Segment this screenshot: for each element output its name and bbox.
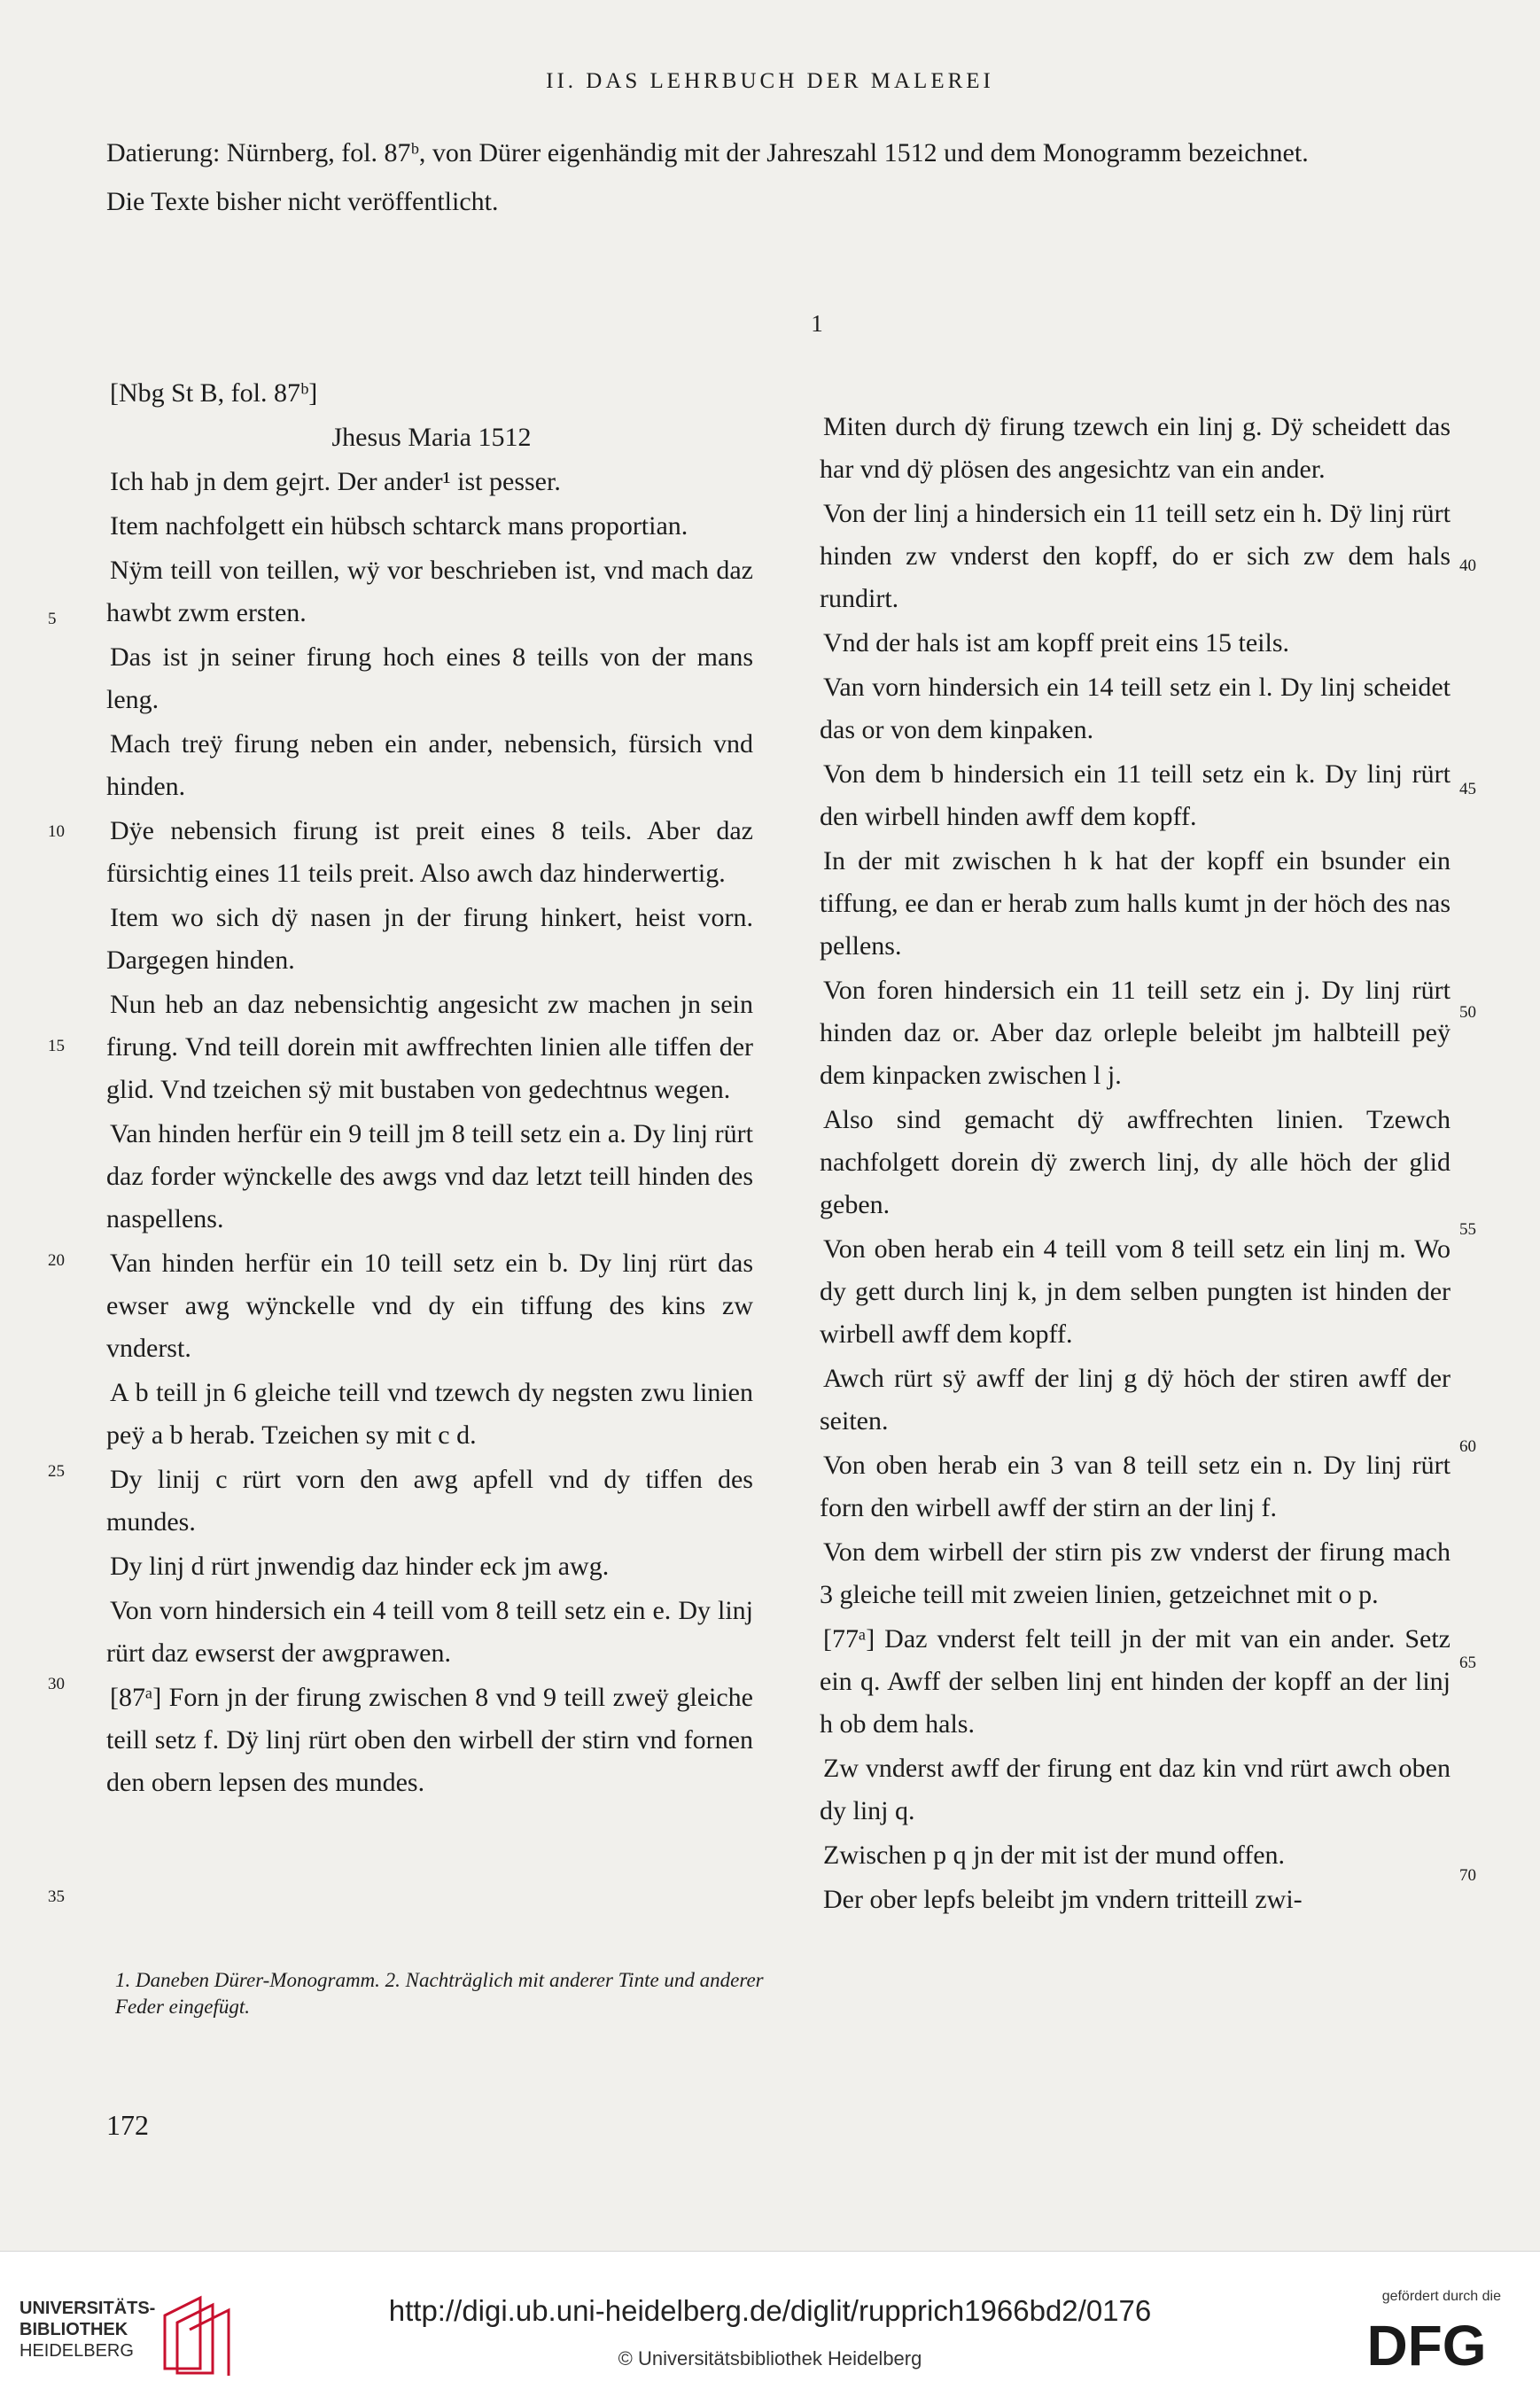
paragraph: Von dem b hindersich ein 11 teill setz ein k. Dy linj rürt den wirbell hinden awff dem kopff. <box>820 759 1451 831</box>
paragraph: In der mit zwischen h k hat der kopff ein bsunder ein tiffung, ee dan er herab zum halls kumt jn der höch des nas pellens. <box>820 846 1451 961</box>
paragraph: Zw vnderst awff der firung ent daz kin vnd rürt awch oben dy linj q. <box>820 1754 1451 1825</box>
permalink-url[interactable]: http://digi.ub.uni-heidelberg.de/diglit/rupprich1966bd2/0176 <box>388 2294 1152 2327</box>
paragraph: Nun heb an daz nebensichtig angesicht zw machen jn sein firung. Vnd teill dorein mit awffrechten linien alle tiffen der glid. Vnd tzeichen sÿ mit bustaben von gedechtnus wegen. <box>106 990 753 1104</box>
line-number: 15 <box>48 1037 65 1055</box>
paragraph: Das ist jn seiner firung hoch eines 8 teills von der mans leng. <box>106 642 753 714</box>
paragraph: Von dem wirbell der stirn pis zw vnderst der firung mach 3 gleiche teill mit zweien linien, getzeichnet mit o p. <box>820 1537 1451 1609</box>
right-column <box>820 406 1451 1921</box>
paragraph: Van hinden herfür ein 9 teill jm 8 teill setz ein a. Dy linj rürt daz forder wÿnckelle des awgs vnd daz letzt teill hinden des naspellens. <box>106 1119 753 1233</box>
line-number: 55 <box>1459 1220 1476 1239</box>
line-number: 70 <box>1459 1866 1476 1885</box>
paragraph: Item wo sich dÿ nasen jn der firung hinkert, heist vorn. Dargegen hinden. <box>106 903 753 975</box>
library-line: HEIDELBERG <box>19 2341 134 2361</box>
paragraph: Also sind gemacht dÿ awffrechten linien. Tzewch nachfolgett dorein dÿ zwerch linj, dy alle höch der glid geben. <box>820 1105 1451 1219</box>
source-reference: [Nbg St B, fol. 87ᵇ] <box>110 378 318 408</box>
paragraph: Von der linj a hindersich ein 11 teill setz ein h. Dÿ linj rürt hinden zw vnderst den kopff, do er sich zw dem hals rundirt. <box>820 499 1451 613</box>
heading-jhesus-maria: Jhesus Maria 1512 <box>331 423 532 452</box>
library-line: UNIVERSITÄTS- <box>19 2299 156 2318</box>
paragraph: Mach treÿ firung neben ein ander, nebensich, fürsich vnd hinden. <box>106 729 753 801</box>
line-number: 45 <box>1459 780 1476 798</box>
paragraph: Item nachfolgett ein hübsch schtarck mans proportian. <box>110 511 688 541</box>
intro-block <box>106 133 1449 222</box>
paragraph: Von oben herab ein 4 teill vom 8 teill setz ein linj m. Wo dy gett durch linj k, jn dem selben pungten ist hinden der wirbell awff dem kopff. <box>820 1234 1451 1349</box>
paragraph: Van hinden herfür ein 10 teill setz ein b. Dy linj rürt das ewser awg wÿnckelle vnd dy ein tiffung des kins zw vnderst. <box>106 1249 753 1363</box>
running-head: II. DAS LEHRBUCH DER MALEREI <box>546 69 994 93</box>
footnotes: 1. Daneben Dürer-Monogramm. 2. Nachträglich mit anderer Tinte und anderer Feder eingefügt. <box>115 1969 764 2018</box>
line-number: 10 <box>48 822 65 841</box>
line-number: 35 <box>48 1887 65 1906</box>
line-number: 30 <box>48 1675 65 1693</box>
paragraph: Awch rürt sÿ awff der linj g dÿ höch der stiren awff der seiten. <box>820 1364 1451 1436</box>
paragraph: Van vorn hindersich ein 14 teill setz ein l. Dy linj scheidet das or von dem kinpaken. <box>820 673 1451 744</box>
line-number: 65 <box>1459 1654 1476 1672</box>
page-number: 172 <box>106 2109 149 2141</box>
paragraph: Miten durch dÿ firung tzewch ein linj g. Dÿ scheidett das har vnd dÿ plösen des angesichtz van ein ander. <box>820 412 1451 484</box>
dfg-logo-text: DFG <box>1366 2314 1487 2376</box>
line-number: 40 <box>1459 556 1476 575</box>
paragraph: Dÿe nebensich firung ist preit eines 8 teils. Aber daz fürsichtig eines 11 teils preit. Also awch daz hinderwertig. <box>106 816 753 888</box>
dating-note: Datierung: Nürnberg, fol. 87ᵇ, von Dürer eigenhändig mit der Jahreszahl 1512 und dem Monogramm bezeichnet. <box>106 138 1309 167</box>
left-column <box>106 372 753 1804</box>
paragraph: Von foren hindersich ein 11 teill setz ein j. Dy linj rürt hinden daz or. Aber daz orleple beleibt jm halbteill peÿ dem kinpacken zwischen l j. <box>820 976 1451 1090</box>
paragraph: Dy linij c rürt vorn den awg apfell vnd dy tiffen des mundes. <box>106 1465 753 1537</box>
dfg-logo <box>1349 2310 1505 2376</box>
paragraph: Der ober lepfs beleibt jm vndern tritteill zwi- <box>823 1885 1303 1914</box>
paragraph: Ich hab jn dem gejrt. Der ander¹ ist pesser. <box>110 467 561 496</box>
paragraph: [87ᵃ] Forn jn der firung zwischen 8 vnd 9 teill zweÿ gleiche teill setz f. Dÿ linj rürt oben den wirbell der stirn vnd fornen den obern lepsen des mundes. <box>106 1683 753 1797</box>
paragraph: Dy linj d rürt jnwendig daz hinder eck jm awg. <box>110 1552 610 1581</box>
paragraph: Vnd der hals ist am kopff preit eins 15 teils. <box>823 628 1290 658</box>
publication-note: Die Texte bisher nicht veröffentlicht. <box>106 187 499 216</box>
paragraph: A b teill jn 6 gleiche teill vnd tzewch dy negsten zwu linien peÿ a b herab. Tzeichen sy mit c d. <box>106 1378 753 1450</box>
paragraph: [77ᵃ] Daz vnderst felt teill jn der mit van ein ander. Setz ein q. Awff der selben linj ent hinden der kopff an der linj h ob dem hals. <box>820 1624 1451 1739</box>
library-line: BIBLIOTHEK <box>19 2320 128 2339</box>
line-number: 60 <box>1459 1437 1476 1456</box>
line-number: 50 <box>1459 1003 1476 1022</box>
library-footer <box>0 2251 1540 2389</box>
line-number: 25 <box>48 1462 65 1481</box>
line-number: 20 <box>48 1251 65 1270</box>
funder-label: gefördert durch die <box>1381 2289 1501 2304</box>
line-number: 5 <box>48 610 57 628</box>
paragraph: Zwischen p q jn der mit ist der mund offen. <box>823 1840 1286 1870</box>
copyright-notice: © Universitätsbibliothek Heidelberg <box>618 2347 922 2370</box>
paragraph: Von vorn hindersich ein 4 teill vom 8 teill setz ein e. Dy linj rürt daz ewserst der awgprawen. <box>106 1596 753 1668</box>
paragraph: Nÿm teill von teillen, wÿ vor beschrieben ist, vnd mach daz hawbt zwm ersten. <box>106 556 753 627</box>
column-marker: 1 <box>811 310 823 337</box>
paragraph: Von oben herab ein 3 van 8 teill setz ein n. Dy linj rürt forn den wirbell awff der stirn an der linj f. <box>820 1451 1451 1522</box>
